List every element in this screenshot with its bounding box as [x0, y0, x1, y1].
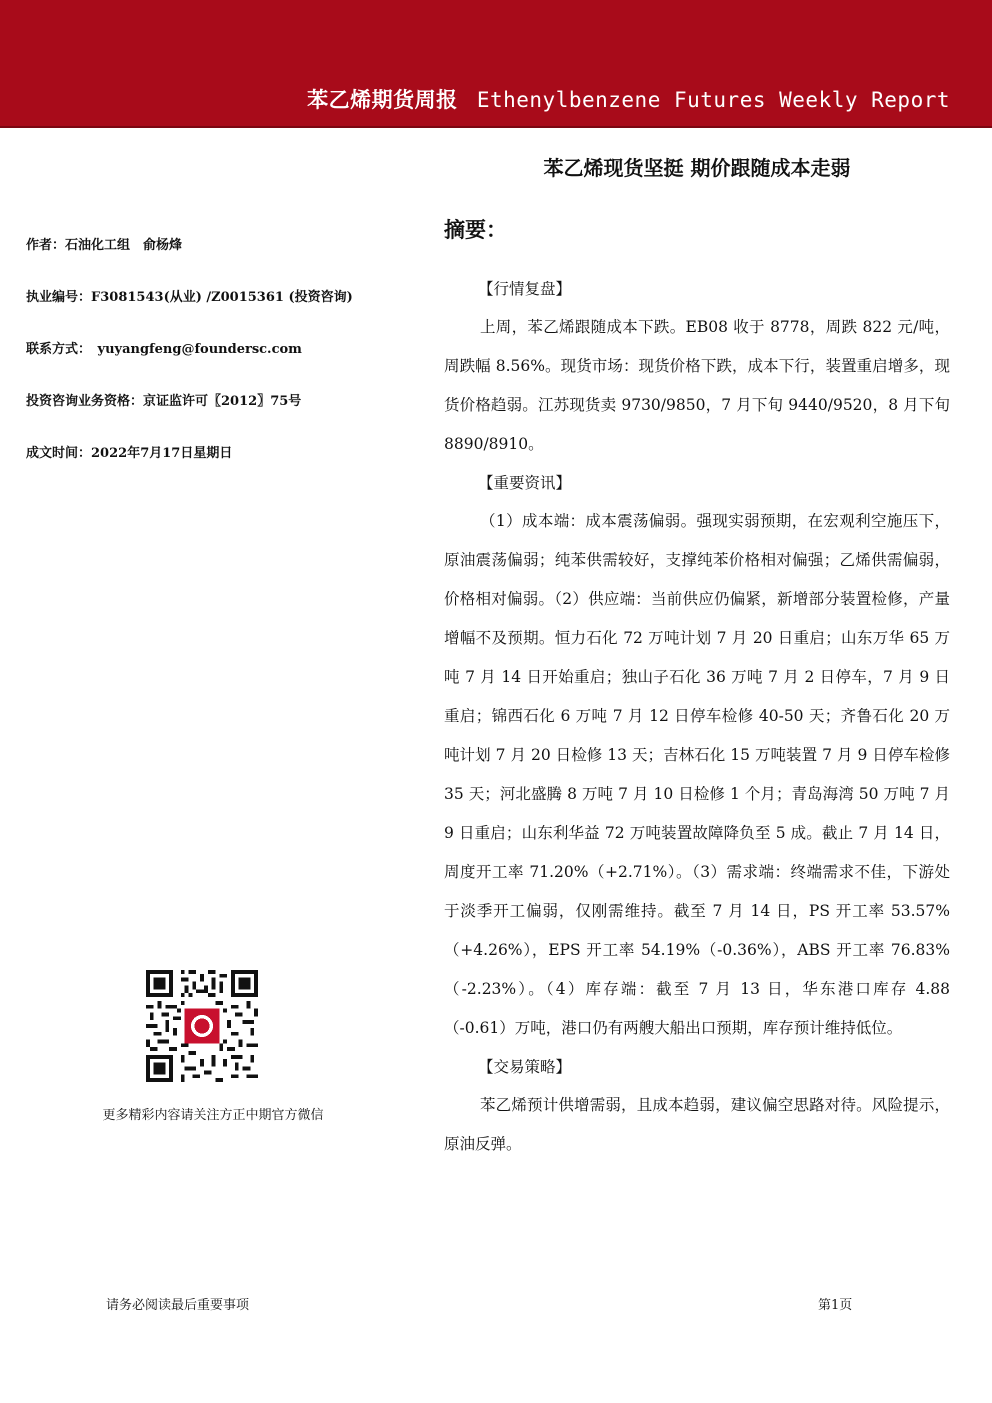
- header-rule: [0, 126, 992, 128]
- date-line: [26, 442, 232, 461]
- summary-body: [444, 270, 950, 1164]
- contact-label: 联系方式：: [26, 342, 85, 357]
- contact-line: [26, 338, 302, 357]
- author-line: [26, 234, 182, 253]
- license-value: F3081543(从业) /Z0015361 (投资咨询): [91, 290, 353, 305]
- qr-caption: 更多精彩内容请关注方正中期官方微信: [102, 1108, 324, 1123]
- license-label: 执业编号：: [26, 290, 92, 305]
- section-tag-review: 【行情复盘】: [478, 280, 572, 298]
- report-headline: 苯乙烯现货坚挺 期价跟随成本走弱: [543, 156, 851, 180]
- wechat-qr-code: [146, 970, 258, 1082]
- section-tag-strategy: 【交易策略】: [478, 1058, 572, 1076]
- author-label: 作者：: [26, 238, 66, 253]
- section-text-strategy: 苯乙烯预计供增需弱，且成本趋弱，建议偏空思路对待。风险提示，原油反弹。: [444, 1096, 950, 1153]
- report-title: [307, 84, 950, 114]
- date-label: 成文时间：: [26, 446, 92, 461]
- contact-email[interactable]: yuyangfeng@foundersc.com: [84, 342, 302, 357]
- section-text-review: 上周，苯乙烯跟随成本下跌。EB08 收于 8778，周跌 822 元/吨，周跌幅 8.56%。现货市场：现货价格下跌，成本下行，装置重启增多，现货价格趋弱。江苏现货卖 9730/9850，7 月下旬 9440/9520，8 月下旬 8890/8910。: [444, 318, 950, 453]
- page-number: 第1页: [818, 1298, 853, 1313]
- author-value: 石油化工组 俞杨烽: [65, 238, 183, 253]
- qualification-value: 京证监许可〖2012〗75号: [143, 394, 302, 409]
- report-title-en: Ethenylbenzene Futures Weekly Report: [476, 88, 950, 112]
- footer-notice: 请务必阅读最后重要事项: [106, 1298, 250, 1313]
- section-text-news: （1）成本端：成本震荡偏弱。强现实弱预期，在宏观利空施压下，原油震荡偏弱；纯苯供需较好，支撑纯苯价格相对偏强；乙烯供需偏弱，价格相对偏弱。（2）供应端：当前供应仍偏紧，新增部分装置检修，产量增幅不及预期。恒力石化 72 万吨计划 7 月 20 日重启；山东万华 65 万吨 7 月 14 日开始重启；独山子石化 36 万吨 7 月 2 日停车，7 月 9 日重启；锦西石化 6 万吨 7 月 12 日停车检修 40-50 天；齐鲁石化 20 万吨计划 7 月 20 日检修 13 天；吉林石化 15 万吨装置 7 月 9 日停车检修 35 天；河北盛腾 8 万吨 7 月 10 日检修 1 个月；青岛海湾 50 万吨 7 月 9 日重启；山东利华益 72 万吨装置故障降负至 5 成。截止 7 月 14 日，周度开工率 71.20%（+2.71%）。（3）需求端：终端需求不佳，下游处于淡季开工偏弱，仅刚需维持。截至 7 月 14 日，PS 开工率 53.57%（+4.26%），EPS 开工率 54.19%（-0.36%），ABS 开工率 76.83%（-2.23%）。（4）库存端：截至 7 月 13 日，华东港口库存 4.88（-0.61）万吨，港口仍有两艘大船出口预期，库存预计维持低位。: [444, 512, 950, 1037]
- qualification-line: [26, 390, 301, 409]
- license-line: [26, 286, 353, 305]
- report-title-cn: 苯乙烯期货周报: [307, 88, 458, 112]
- header-banner: [0, 0, 992, 126]
- date-value: 2022年7月17日星期日: [91, 446, 233, 461]
- qualification-label: 投资咨询业务资格：: [26, 394, 144, 409]
- section-tag-news: 【重要资讯】: [478, 474, 572, 492]
- summary-heading: 摘要：: [444, 218, 507, 242]
